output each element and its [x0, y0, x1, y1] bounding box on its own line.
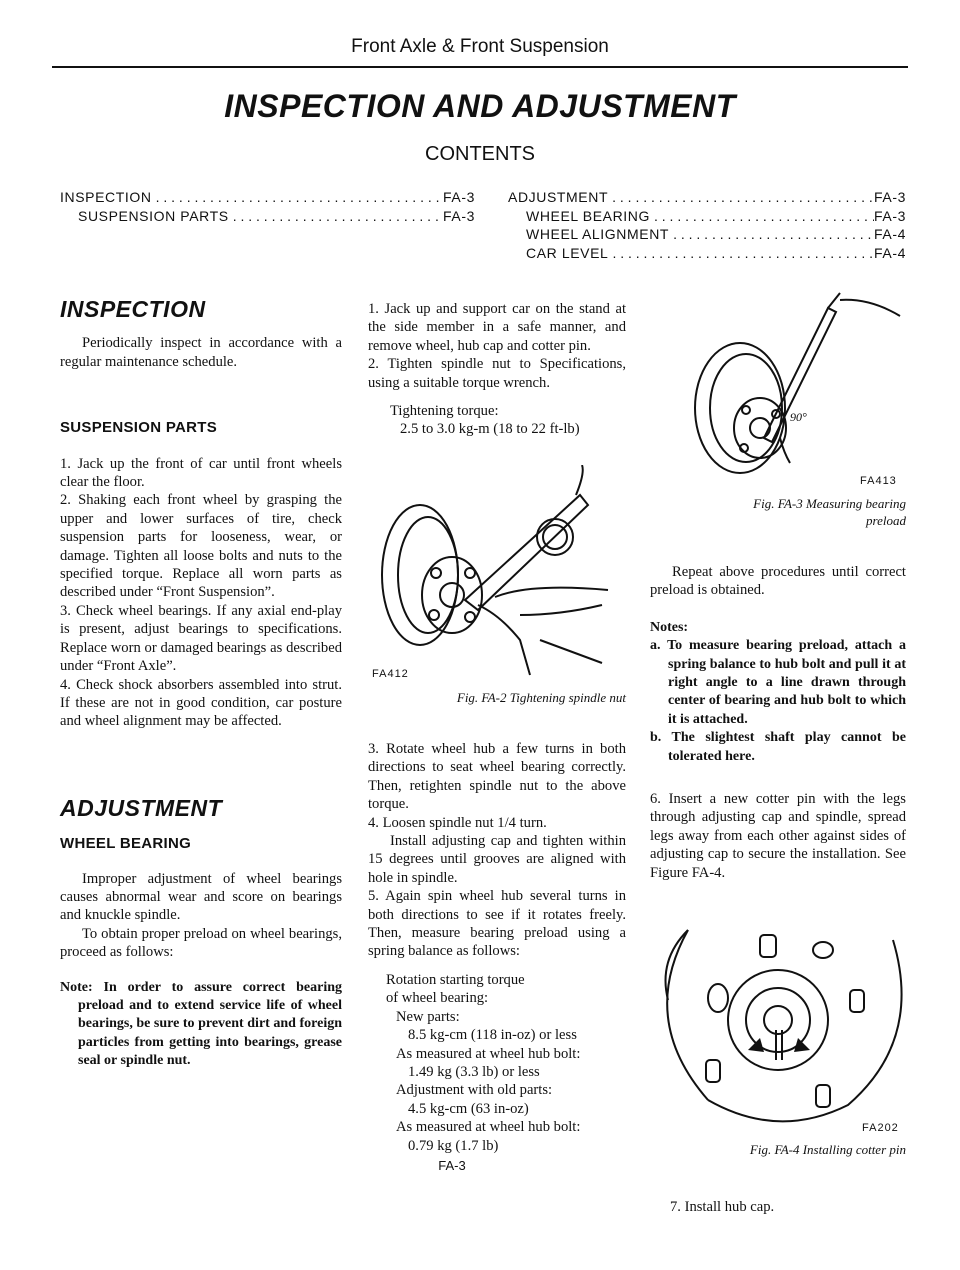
toc-entry[interactable]: ADJUSTMENT . . . FA-3 — [508, 188, 906, 207]
step-text: 6. Insert a new cotter pin with the legs through adjusting cap and spindle, spread legs away from each other against sides of adjusting cap to secure the installation. See Figure FA-4. — [650, 791, 906, 881]
step-text: 1. Jack up and support car on the stand at the side member in a safe manner, and remove wheel, hub cap and cotter pin. — [368, 301, 626, 354]
spec-line: 4.5 kg-cm (63 in-oz) — [408, 1100, 529, 1117]
step-7: 7. Install hub cap. — [670, 1199, 775, 1215]
contents-heading: CONTENTS — [425, 143, 535, 165]
fig-fa4-code: FA202 — [862, 1122, 899, 1134]
spec-line: As measured at wheel hub bolt: — [396, 1045, 581, 1062]
toc-entry[interactable]: WHEEL BEARING . . . FA-3 — [508, 207, 906, 226]
step-text: 4. Check shock absorbers assembled into strut. If these are not in good condition, car posture and wheel alignment may be affected. — [60, 676, 342, 730]
fig-fa3-caption: Fig. FA-3 Measuring bearing preload — [753, 496, 906, 528]
fig-fa4-illustration — [648, 920, 910, 1130]
step-text: 3. Check wheel bearings. If any axial end-play is present, adjust bearings to specifications. Replace worn or damaged bearings as described under “Front Axle”. — [60, 602, 342, 675]
fig-fa2-code: FA412 — [372, 668, 409, 680]
step-text: 1. Jack up the front of car until front wheels clear the floor. — [60, 455, 342, 491]
step-text: 2. Tighten spindle nut to Specifications, using a suitable torque wrench. — [368, 356, 626, 391]
fig-fa3-code: FA413 — [860, 475, 897, 487]
fig-fa3-angle-label: 90° — [790, 410, 807, 424]
repeat-text: Repeat above procedures until correct preload is obtained. — [650, 564, 906, 599]
spec-line: Adjustment with old parts: — [396, 1082, 553, 1099]
spec-line: of wheel bearing: — [386, 990, 489, 1007]
step-text: 2. Shaking each front wheel by grasping the upper and lower surfaces of tire, check suspension parts for looseness, wear, or damage. Tighten all loose bolts and nuts to the specified torque. Replace all worn parts as described under “Front Suspension”. — [60, 492, 342, 601]
rotation-torque-spec — [368, 971, 626, 1155]
toc-entry[interactable]: WHEEL ALIGNMENT . . . FA-4 — [508, 225, 906, 244]
fig-fa4-caption: Fig. FA-4 Installing cotter pin — [749, 1142, 906, 1157]
wb-paragraph: Improper adjustment of wheel bearings causes abnormal wear and score on bearings and knuckle spindle. — [60, 870, 342, 924]
inspection-text: Periodically inspect in accordance with a regular maintenance schedule. — [60, 335, 342, 370]
toc-entry[interactable]: CAR LEVEL . . . FA-4 — [508, 244, 906, 263]
note-b: b. The slightest shaft play cannot be tolerated here. — [650, 730, 906, 764]
note-text: Note: In order to assure correct bearing preload and to extend service life of wheel bearings, be sure to prevent dirt and foreign particles from getting into bearings, grease seal or spindle nut. — [60, 979, 342, 1069]
torque-value: 2.5 to 3.0 kg-m (18 to 22 ft-lb) — [400, 421, 580, 438]
column-2-lower — [368, 740, 626, 1175]
note-a: a. To measure bearing preload, attach a spring balance to hub bolt and pull it at right angle to a line drawn through center of bearing and hub bolt to which it is attached. — [650, 638, 906, 727]
running-head: Front Axle & Front Suspension — [351, 36, 609, 57]
spec-line: As measured at wheel hub bolt: — [396, 1119, 581, 1136]
spec-line: 1.49 kg (3.3 lb) or less — [408, 1063, 540, 1080]
spec-line: 8.5 kg-cm (118 in-oz) or less — [408, 1027, 577, 1044]
spec-line: Rotation starting torque — [386, 971, 525, 988]
page-number: FA-3 — [438, 1157, 466, 1173]
step-text: 3. Rotate wheel hub a few turns in both directions to seat wheel bearing correctly. Then, retighten spindle nut to the above torque. — [368, 741, 626, 813]
torque-label: Tightening torque: — [390, 403, 499, 420]
step-text: 4. Loosen spindle nut 1/4 turn. — [368, 814, 547, 831]
column-3 — [650, 563, 906, 882]
step-text: Install adjusting cap and tighten within 15 degrees until grooves are aligned with hole in spindle. — [368, 833, 626, 886]
step-text: 5. Again spin wheel hub several turns in both directions to see if it rotates freely. Then, measure bearing preload using a spring balance as follows: — [368, 888, 626, 960]
column-2 — [368, 300, 626, 439]
toc-right — [508, 188, 906, 262]
toc-entry[interactable]: SUSPENSION PARTS . . . FA-3 — [60, 207, 475, 226]
fig-fa2-illustration — [370, 465, 626, 685]
column-1 — [60, 296, 342, 1071]
toc-left — [60, 188, 475, 225]
spec-line: 0.79 kg (1.7 lb) — [408, 1137, 499, 1154]
adjustment-heading: ADJUSTMENT — [60, 794, 223, 821]
notes-heading: Notes: — [650, 619, 689, 635]
header-rule — [52, 66, 908, 68]
suspension-parts-heading: SUSPENSION PARTS — [60, 419, 218, 437]
spec-line: New parts: — [396, 1008, 460, 1025]
wheel-bearing-heading: WHEEL BEARING — [60, 835, 192, 853]
wb-paragraph: To obtain proper preload on wheel bearings, proceed as follows: — [60, 925, 342, 961]
fig-fa2-caption: Fig. FA-2 Tightening spindle nut — [456, 690, 626, 705]
fig-fa3-illustration — [680, 288, 910, 478]
inspection-heading: INSPECTION — [60, 296, 206, 322]
toc-entry[interactable]: INSPECTION . . . FA-3 — [60, 188, 475, 207]
page-title: INSPECTION AND ADJUSTMENT — [224, 88, 736, 124]
